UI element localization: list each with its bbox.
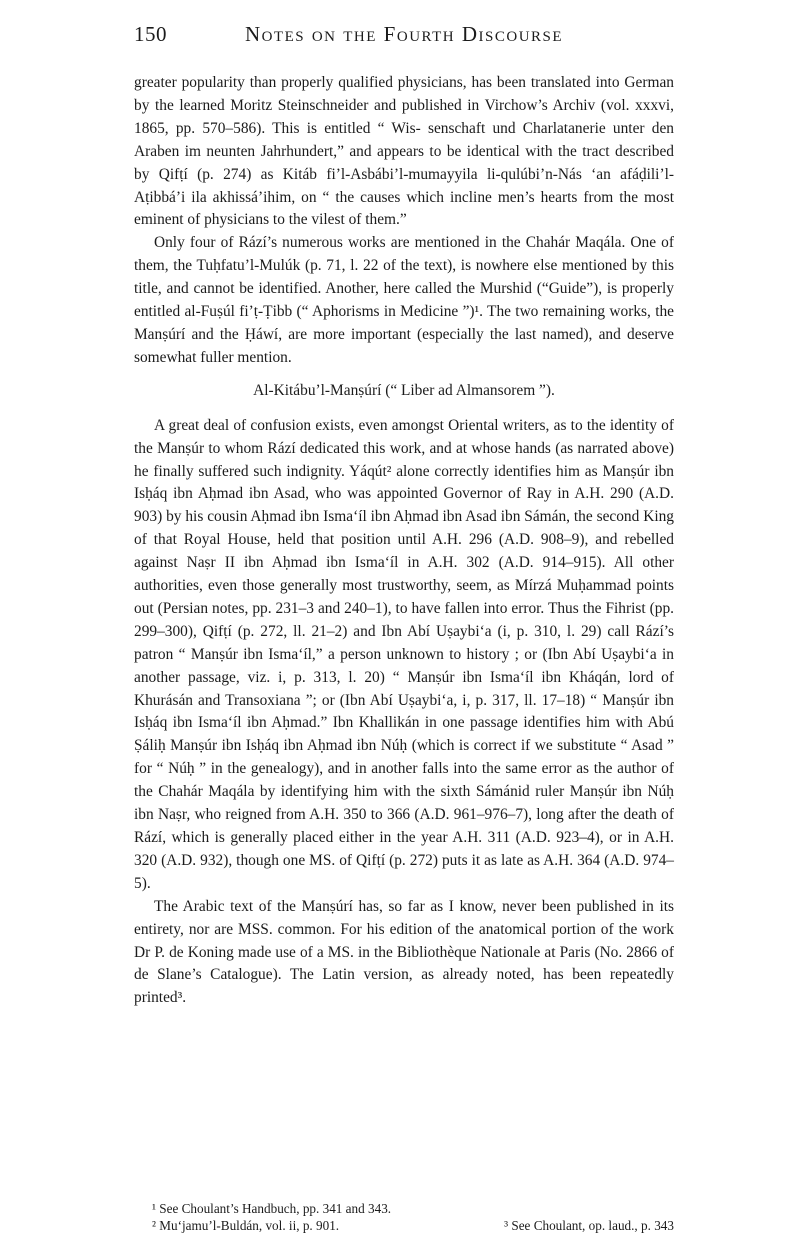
paragraph-3: A great deal of confusion exists, even amongst Oriental writers, as to the identity of the Manṣúr to whom Rází dedicated this work, and at whose hands (as narrated above) he finally suffered such indignity. Yáqút² alone correctly identifies him as Manṣúr ibn Isḥáq ibn Aḥmad ibn Asad, who was appointed Governor of Ray in A.H. 290 (A.D. 903) by his cousin Aḥmad ibn Isma‘íl ibn Aḥmad ibn Asad ibn Sámán, the second King of that Royal House, held that position until A.H. 296 (A.D. 908–9), and rebelled against Naṣr II ibn Aḥmad ibn Isma‘íl in A.H. 302 (A.D. 914–915). All other authorities, even those generally most trustworthy, seem, as Mírzá Muḥammad points out (Persian notes, pp. 231–3 and 240–1), to have fallen into error. Thus the Fihrist (pp. 299–300), Qifṭí (p. 272, ll. 21–2) and Ibn Abí Uṣaybi‘a (i, p. 310, l. 29) call Rází’s patron “ Manṣúr ibn Isma‘íl,” a person unknown to history ; or (Ibn Abí Uṣaybi‘a in another passage, viz. i, p. 313, l. 20) “ Manṣúr ibn Isma‘íl ibn Kháqán, lord of Khurásán and Transoxiana ”; or (Ibn Abí Uṣaybi‘a, i, p. 317, ll. 17–18) “ Manṣúr ibn Isḥáq ibn Isma‘íl ibn Aḥmad.” Ibn Khallikán in one passage identifies him with Abú Ṣáliḥ Manṣúr ibn Isḥáq ibn Aḥmad ibn Núḥ (which is correct if we substitute “ Asad ” for “ Núḥ ” in the genealogy), and in another falls into the same error as the author of the Chahár Maqála by identifying him with the sixth Sámánid ruler Manṣúr ibn Núḥ ibn Naṣr, who reigned from A.H. 350 to 366 (A.D. 961–976–7), long after the death of Rází, which is generally placed either in the year A.H. 311 (A.D. 923–4), or in A.H. 320 (A.D. 932), though one MS. of Qifṭí (p. 272) puts it as late as A.H. 364 (A.D. 974–5). bbox=[134, 416, 674, 892]
paragraph-1: greater popularity than properly qualified physicians, has been translated into German by the learned Moritz Steinschneider and published in Virchow’s Archiv (vol. xxxvi, 1865, pp. 570–586). This is entitled “ Wis- senschaft und Charlatanerie unter den Araben im neunten Jahrhundert,” and appears to be identical with the tract described by Qifṭí (p. 274) as Kitáb fi’l-Asbábi’l-mumayyila li-qulúbi’n-Nás ‘an afáḍili’l-Aṭibbá’i ila akhissá’ihim, on “ the causes which incline men’s hearts from the most eminent of physicians to the vilest of them.” bbox=[134, 74, 674, 229]
footnotes bbox=[134, 1200, 674, 1234]
section-heading: Al-Kitábu’l-Manṣúrí (“ Liber ad Almansorem ”). bbox=[253, 381, 555, 399]
footnote-3: ³ See Choulant, op. laud., p. 343 bbox=[504, 1218, 674, 1233]
paragraph-2: Only four of Rází’s numerous works are mentioned in the Chahár Maqála. One of them, the Tuḥfatu’l-Mulúk (p. 71, l. 22 of the text), is nowhere else mentioned by this title, and cannot be identified. Another, here called the Murshid (“Guide”), is properly entitled al-Fuṣúl fi’ṭ-Ṭibb (“ Aphorisms in Medicine ”)¹. The two remaining works, the Manṣúrí and the Ḥáwí, are more important (especially the last named), and deserve somewhat fuller mention. bbox=[134, 234, 674, 366]
page-number: 150 bbox=[134, 22, 167, 46]
paragraph-4: The Arabic text of the Manṣúrí has, so far as I know, never been published in its entirety, nor are MSS. common. For his edition of the anatomical portion of the work Dr P. de Koning made use of a MS. in the Bibliothèque Nationale at Paris (No. 2866 of de Slane’s Catalogue). The Latin version, as already noted, has been repeatedly printed³. bbox=[134, 897, 674, 1007]
footnote-2: ² Mu‘jamu’l-Buldán, vol. ii, p. 901. bbox=[152, 1218, 340, 1233]
page-header bbox=[134, 22, 674, 54]
main-text bbox=[134, 72, 674, 1010]
footnote-1: ¹ See Choulant’s Handbuch, pp. 341 and 343. bbox=[152, 1201, 392, 1216]
footnote-row bbox=[134, 1217, 674, 1234]
running-title: Notes on the Fourth Discourse bbox=[244, 22, 564, 46]
